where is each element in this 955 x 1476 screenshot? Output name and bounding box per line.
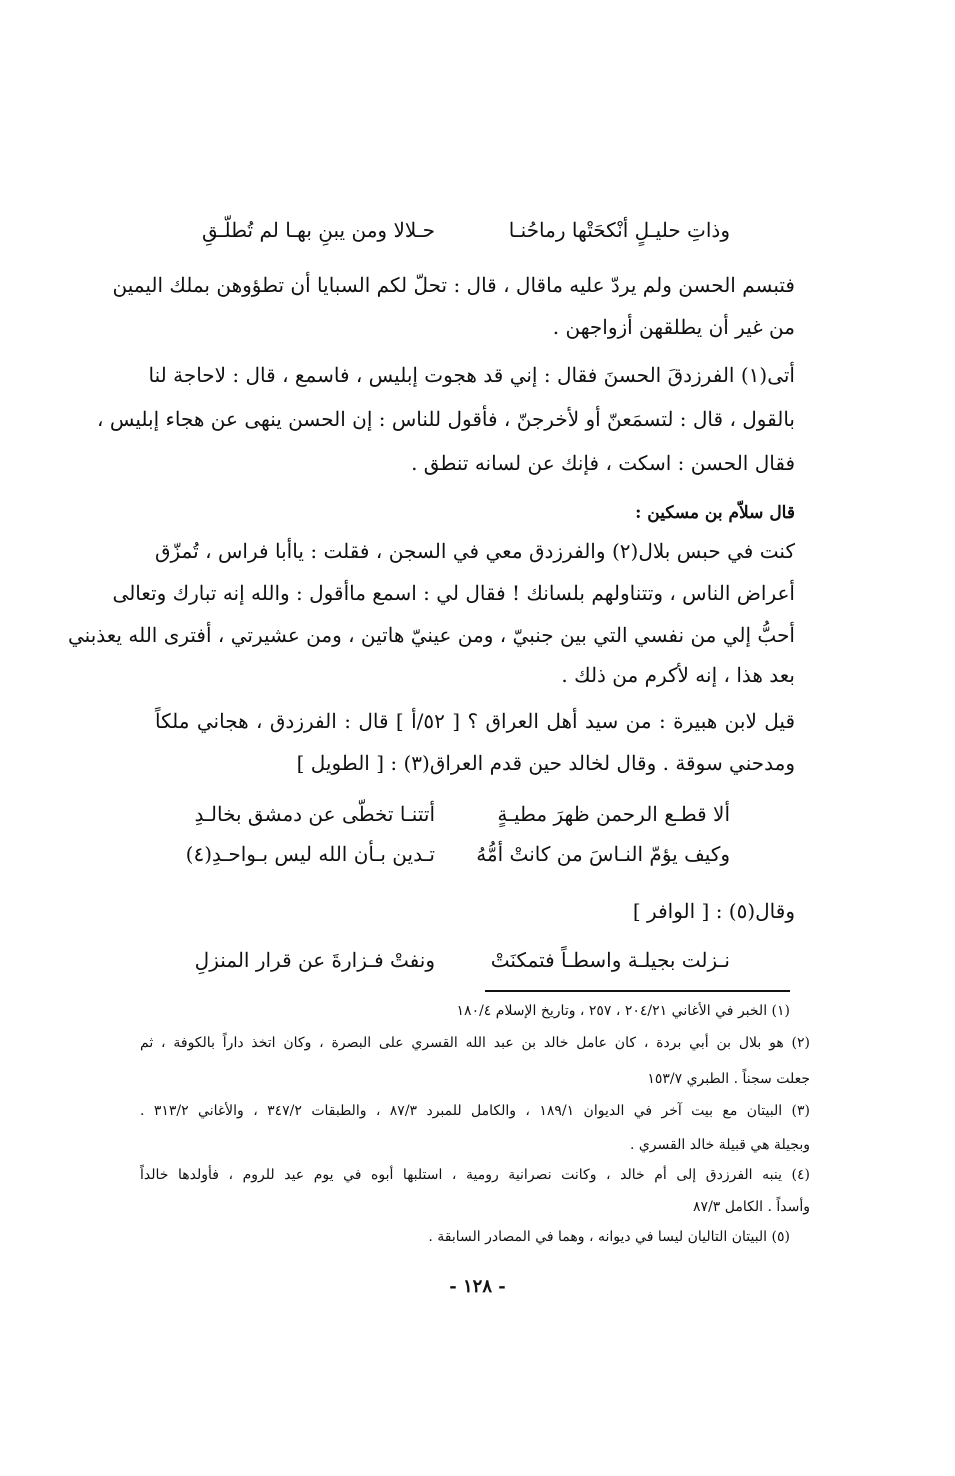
verse-hemistich: ونفتْ فـزارةَ عن قرار المنزلِ <box>194 948 435 972</box>
meter-label: وقال(٥) : [ الوافر ] <box>632 899 795 923</box>
body-text-line: قيل لابن هبيرة : من سيد أهل العراق ؟ [ ٥٢/أ ] قال : الفرزدق ، هجاني ملكاً <box>155 709 796 733</box>
verse-hemistich: وذاتِ حليـلٍ أنْكحَتْها رماحُنـا <box>508 218 730 242</box>
body-text-line: فقال الحسن : اسكت ، فإنك عن لسانه تنطق . <box>411 451 795 475</box>
body-text-line: بعد هذا ، إنه لأكرم من ذلك . <box>561 663 795 687</box>
verse-line <box>170 842 730 878</box>
body-text-line: بالقول ، قال : لتسمَعنّ أو لأخرجنّ ، فأقول للناس : إن الحسن ينهى عن هجاء إبليس ، <box>97 407 795 431</box>
footnote: (٥) البيتان التاليان ليسا في ديوانه ، وهما في المصادر السابقة . <box>428 1229 790 1245</box>
footnote: (٣) البيتان مع بيت آخر في الديوان ١٨٩/١ ، والكامل للمبرد ٨٧/٣ ، والطبقات ٣٤٧/٢ ، والأغاني ٣١٣/٢ . <box>140 1103 810 1119</box>
body-text-line: من غير أن يطلقهن أزواجهن . <box>552 315 795 339</box>
page-number: - ١٢٨ - <box>449 1276 506 1297</box>
body-text-line: ومدحني سوقة . وقال لخالد حين قدم العراق(٣) : [ الطويل ] <box>296 751 795 775</box>
verse-hemistich: حـلالا ومن يبنِ بهـا لم تُطلّـقِ <box>201 218 435 242</box>
body-text-line: أحبُّ إلي من نفسي التي بين جنبيّ ، ومن عينيّ هاتين ، ومن عشيرتي ، أفترى الله يعذبني <box>68 623 795 647</box>
verse-hemistich: وكيف يؤمّ النـاسَ من كانتْ أمُّهُ <box>476 842 730 866</box>
verse-line <box>170 948 730 984</box>
opening-verse <box>170 218 730 254</box>
verse-hemistich: ألا قطـع الرحمن ظهرَ مطيـةٍ <box>497 802 730 826</box>
verse-hemistich: نـزلت بجيلـة واسطـاً فتمكنَتْ <box>490 948 730 972</box>
footnote: وأسداً . الكامل ٨٧/٣ <box>693 1199 810 1215</box>
verse-line <box>170 802 730 838</box>
footnote: (١) الخبر في الأغاني ٢٠٤/٢١ ، ٢٥٧ ، وتاريخ الإسلام ١٨٠/٤ <box>456 1003 790 1019</box>
body-text-line: كنت في حبس بلال(٢) والفرزدق معي في السجن ، فقلت : ياأبا فراس ، تُمزّق <box>155 539 795 563</box>
body-text-line: فتبسم الحسن ولم يردّ عليه ماقال ، قال : تحلّ لكم السبايا أن تطؤوهن بملك اليمين <box>112 273 795 297</box>
verse-hemistich: تـدين بـأن الله ليس بـواحـدِ(٤) <box>185 842 435 866</box>
footnote-divider <box>485 990 790 992</box>
footnote: (٢) هو بلال بن أبي بردة ، كان عامل خالد بن عبد الله القسري على البصرة ، وكان اتخذ داراً بالكوفة ، ثم <box>140 1035 810 1051</box>
footnote: وبجيلة هي قبيلة خالد القسري . <box>629 1137 810 1153</box>
footnote: (٤) ينبه الفرزدق إلى أم خالد ، وكانت نصرانية رومية ، استلبها أبوه في يوم عيد للروم ، فأولدها خالداً <box>140 1167 810 1183</box>
verse-hemistich: أتتنـا تخطّى عن دمشق بخالـدِ <box>194 802 435 826</box>
body-text-line: أعراض الناس ، وتتناولهم بلسانك ! فقال لي : اسمع ماأقول : والله إنه تبارك وتعالى <box>112 581 795 605</box>
body-text-line: أتى(١) الفرزدقَ الحسنَ فقال : إني قد هجوت إبليس ، فاسمع ، قال : لاحاجة لنا <box>148 363 795 387</box>
section-heading: قال سلاّم بن مسكين : <box>635 503 795 523</box>
footnote: جعلت سجناً . الطبري ١٥٣/٧ <box>647 1071 810 1087</box>
